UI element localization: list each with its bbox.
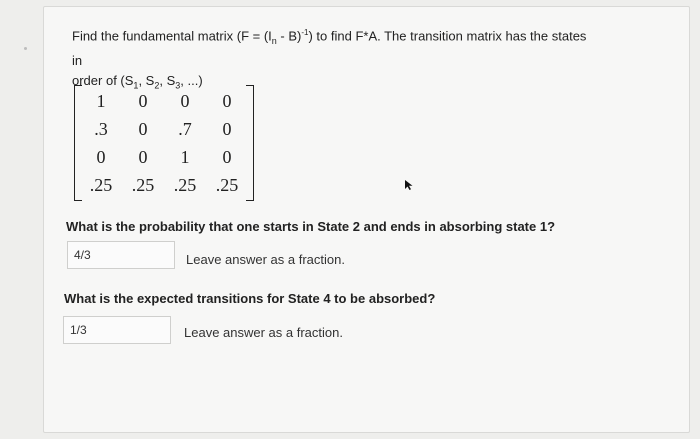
matrix-cell: 1 (96, 90, 106, 111)
matrix-cell: .25 (173, 174, 197, 195)
matrix-cell: 0 (138, 146, 148, 167)
question-line1-prefix: Find the fundamental matrix (F = (I (72, 28, 272, 44)
question-line1-suffix: ) to find F*A. The transition matrix has the states in (72, 28, 587, 68)
question-1-prompt: What is the probability that one starts in State 2 and ends in absorbing state 1? (66, 219, 556, 234)
matrix-cell: 0 (96, 146, 106, 167)
question-line2-suffix: , ...) (180, 72, 203, 88)
matrix-cell: 0 (222, 118, 232, 139)
answer-hint-q1: Leave answer as a fraction. (186, 252, 345, 267)
matrix-cell: 0 (222, 146, 232, 167)
matrix-cell: 1 (180, 146, 190, 167)
state-separator-2: , S (159, 72, 176, 88)
matrix-cell: 0 (222, 90, 232, 111)
question-2-prompt: What is the expected transitions for State 4 to be absorbed? (64, 291, 436, 306)
inverse-superscript: -1 (301, 28, 309, 37)
matrix-cell: .25 (215, 174, 239, 195)
matrix-bracket-right (246, 85, 254, 201)
state-subscript-3: 3 (175, 80, 181, 91)
question-line2-prefix: order of (S (72, 72, 134, 88)
matrix-cell: 0 (180, 90, 190, 111)
question-card (43, 6, 690, 433)
matrix-cell: .3 (94, 118, 108, 139)
matrix-cell: .25 (131, 174, 155, 195)
state-subscript-2: 2 (154, 80, 160, 91)
transition-matrix (74, 85, 254, 201)
matrix-cell: 0 (138, 118, 148, 139)
matrix-cell: .25 (89, 174, 113, 195)
state-separator-1: , S (138, 72, 155, 88)
matrix-cell: .7 (178, 118, 192, 139)
answer-input-q2[interactable]: 1/3 (63, 316, 171, 344)
answer-input-q1[interactable]: 4/3 (67, 241, 175, 269)
identity-subscript: n (271, 35, 277, 46)
mouse-pointer-icon (404, 179, 414, 191)
state-subscript-1: 1 (133, 80, 139, 91)
question-line1-mid: - B) (276, 28, 302, 44)
decorative-dot (24, 47, 27, 50)
matrix-grid (80, 87, 248, 199)
answer-hint-q2: Leave answer as a fraction. (184, 325, 343, 340)
matrix-cell: 0 (138, 90, 148, 111)
